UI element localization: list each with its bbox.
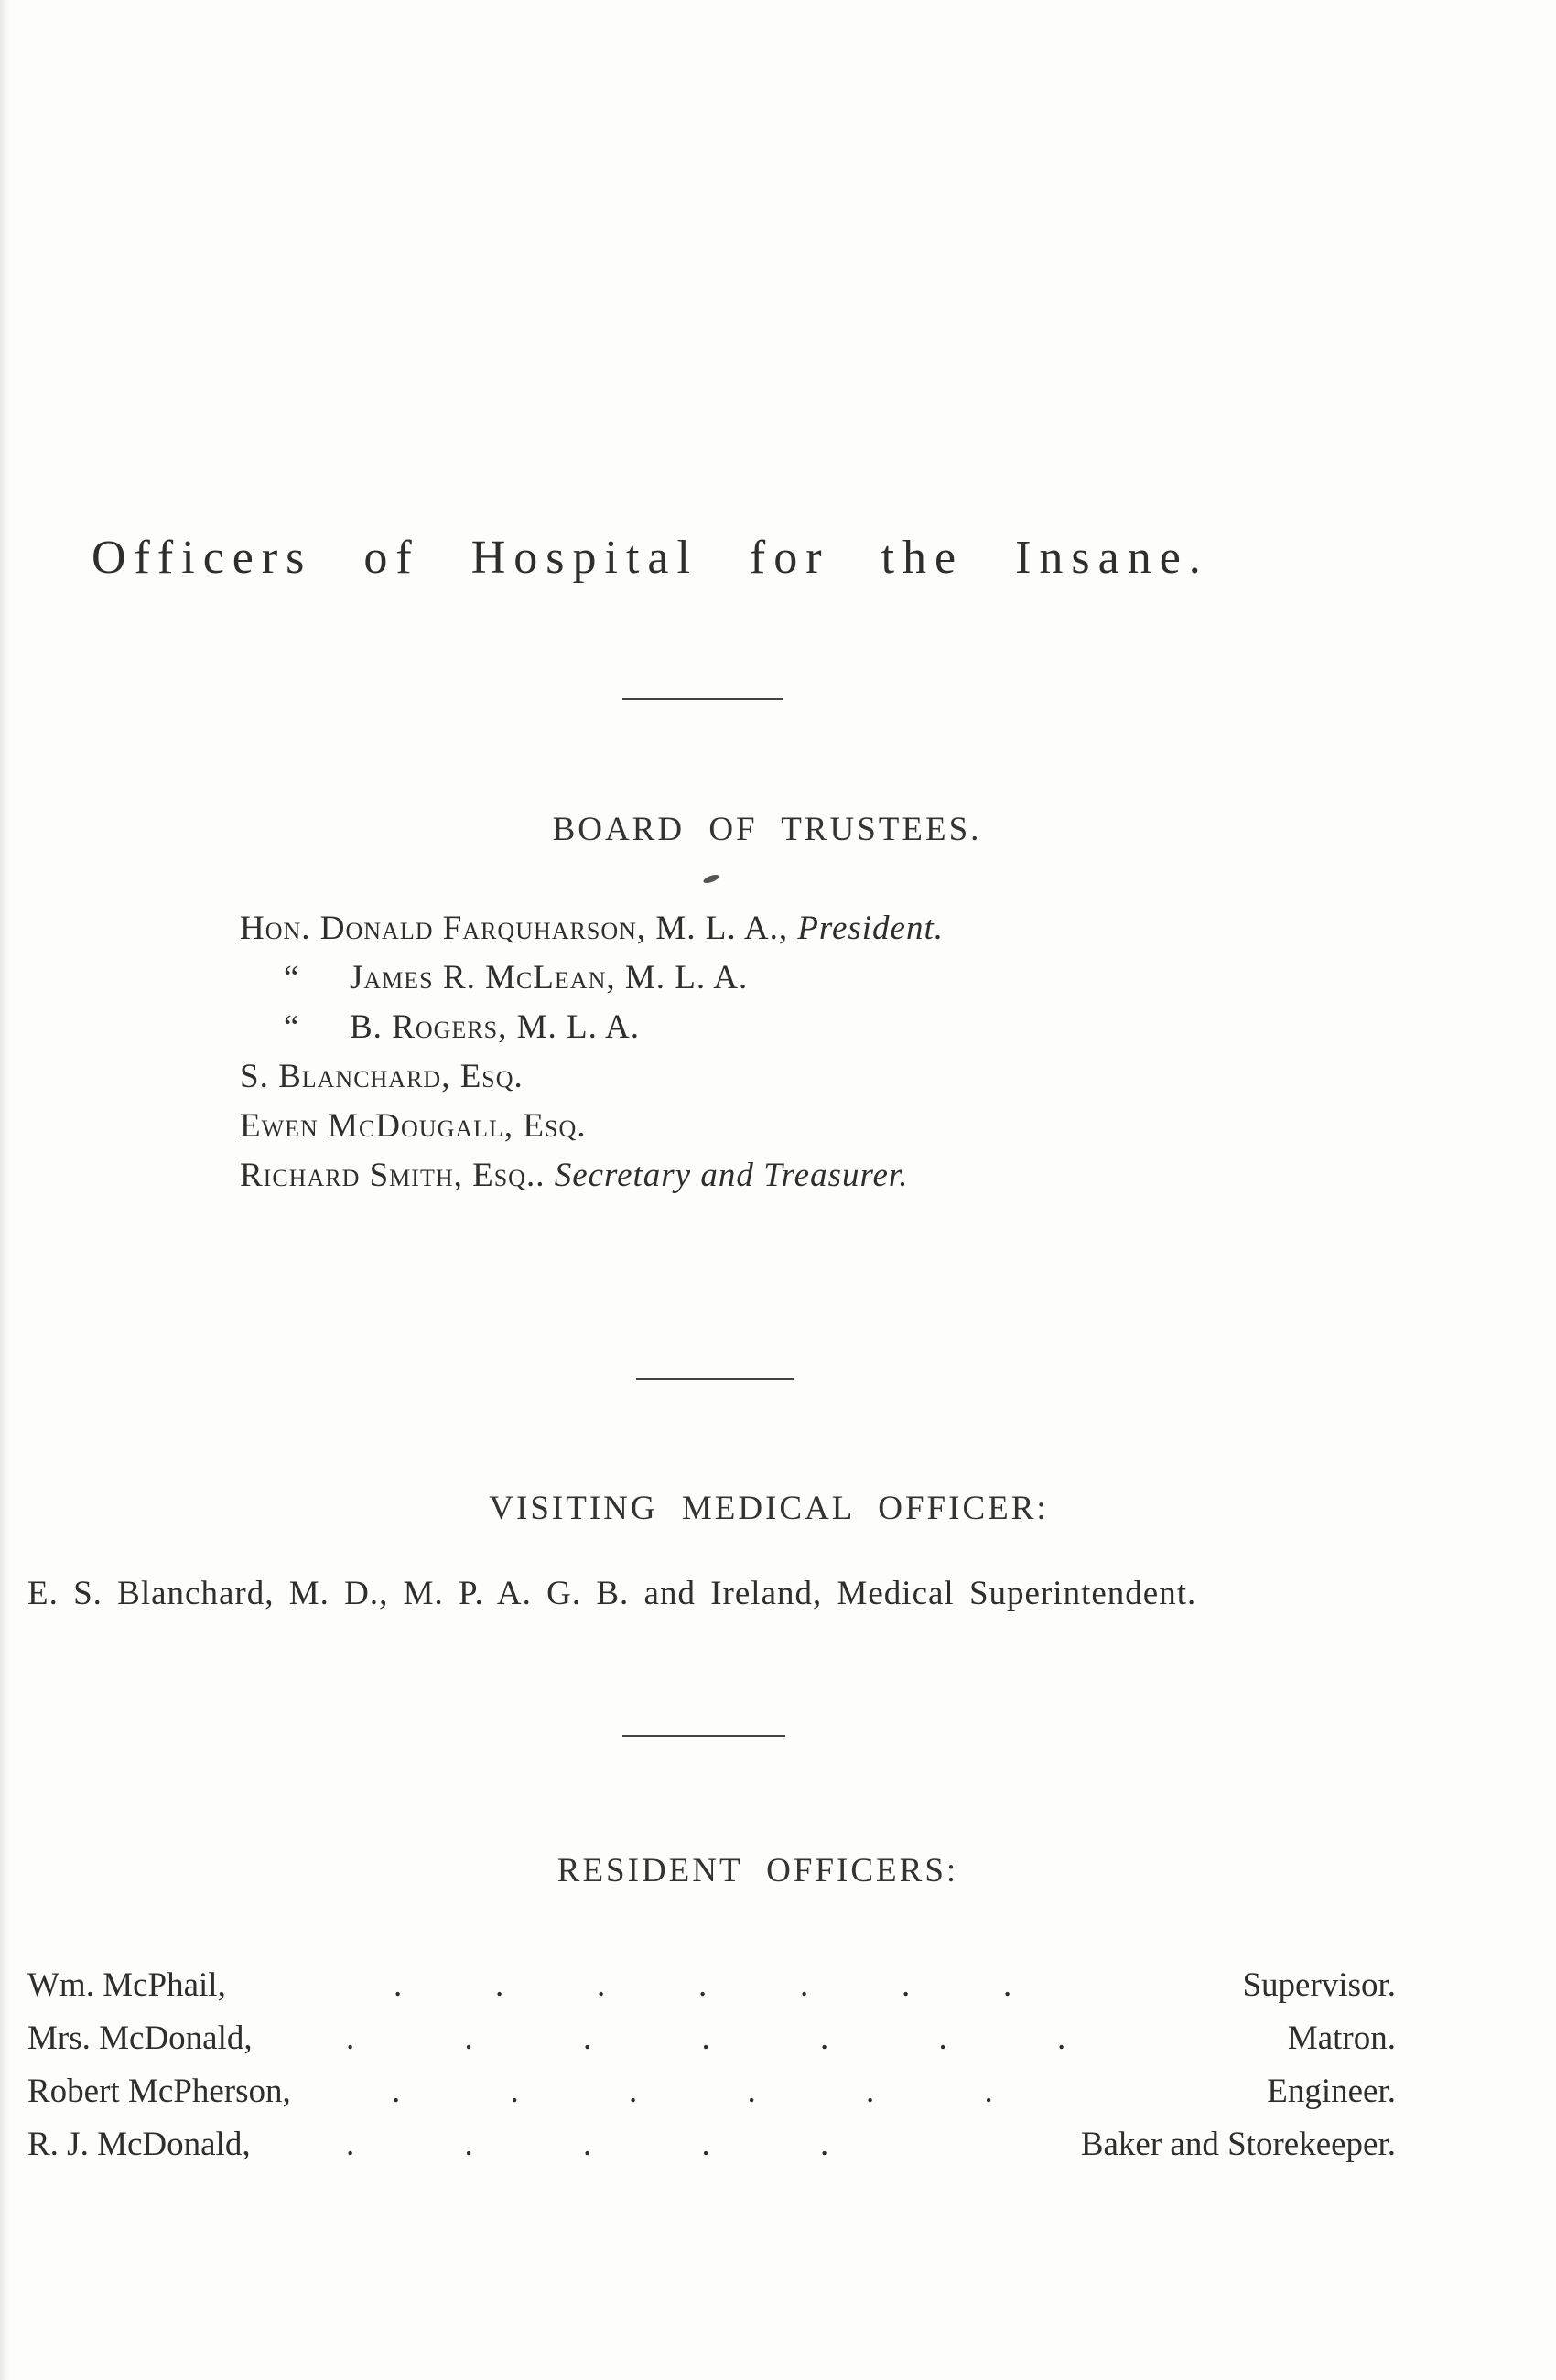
officer-name: Mrs. McDonald,	[27, 2019, 253, 2057]
trustee-name: Hon. Donald Farquharson, M. L. A.,	[240, 910, 789, 947]
divider-rule	[636, 1378, 794, 1380]
visiting-officer-line: E. S. Blanchard, M. D., M. P. A. G. B. and Ireland, Medical Superintendent.	[27, 1575, 1197, 1612]
page-edge-shadow	[0, 0, 9, 2380]
trustee-row	[240, 909, 944, 948]
leader-dots: . . . . . . .	[394, 1966, 1012, 2004]
ditto-mark: “	[284, 959, 300, 996]
trustee-office: Secretary and Treasurer.	[554, 1157, 909, 1194]
visiting-heading: VISITING MEDICAL OFFICER:	[489, 1490, 1049, 1527]
resident-row	[27, 2125, 1396, 2170]
resident-row	[27, 2019, 1396, 2064]
ink-mark	[702, 873, 719, 885]
divider-rule	[622, 698, 783, 700]
leader-dots: . . . . . .	[392, 2073, 993, 2110]
officer-name: Robert McPherson,	[27, 2073, 291, 2110]
officer-role: Matron.	[1287, 2019, 1396, 2057]
trustee-row	[240, 1106, 586, 1146]
trustee-row	[284, 958, 748, 997]
officer-name: Wm. McPhail,	[27, 1966, 226, 2004]
resident-row	[27, 1965, 1396, 2011]
trustee-name: James R. McLean, M. L. A.	[350, 959, 749, 996]
leader-dots: . . . . . . .	[346, 2019, 1066, 2057]
trustee-name: Ewen McDougall, Esq.	[240, 1107, 587, 1145]
officer-role: Baker and Storekeeper.	[1080, 2126, 1396, 2163]
trustee-name: B. Rogers, M. L. A.	[350, 1008, 641, 1046]
trustee-office: President.	[797, 910, 945, 947]
page-title: Officers of Hospital for the Insane.	[92, 531, 1209, 584]
trustee-row	[284, 1007, 640, 1047]
officer-role: Supervisor.	[1242, 1966, 1396, 2004]
leader-dots: . . . . .	[346, 2126, 829, 2163]
officer-name: R. J. McDonald,	[27, 2126, 251, 2163]
officer-role: Engineer.	[1267, 2073, 1396, 2110]
trustee-row	[240, 1156, 908, 1195]
trustee-name: S. Blanchard, Esq.	[240, 1058, 524, 1095]
resident-heading: RESIDENT OFFICERS:	[556, 1852, 959, 1890]
ditto-mark: “	[284, 1008, 300, 1046]
divider-rule	[622, 1735, 785, 1737]
resident-row	[27, 2072, 1396, 2117]
board-heading: BOARD OF TRUSTEES.	[552, 811, 982, 848]
trustee-row	[240, 1057, 524, 1096]
trustee-name: Richard Smith, Esq..	[240, 1157, 546, 1194]
